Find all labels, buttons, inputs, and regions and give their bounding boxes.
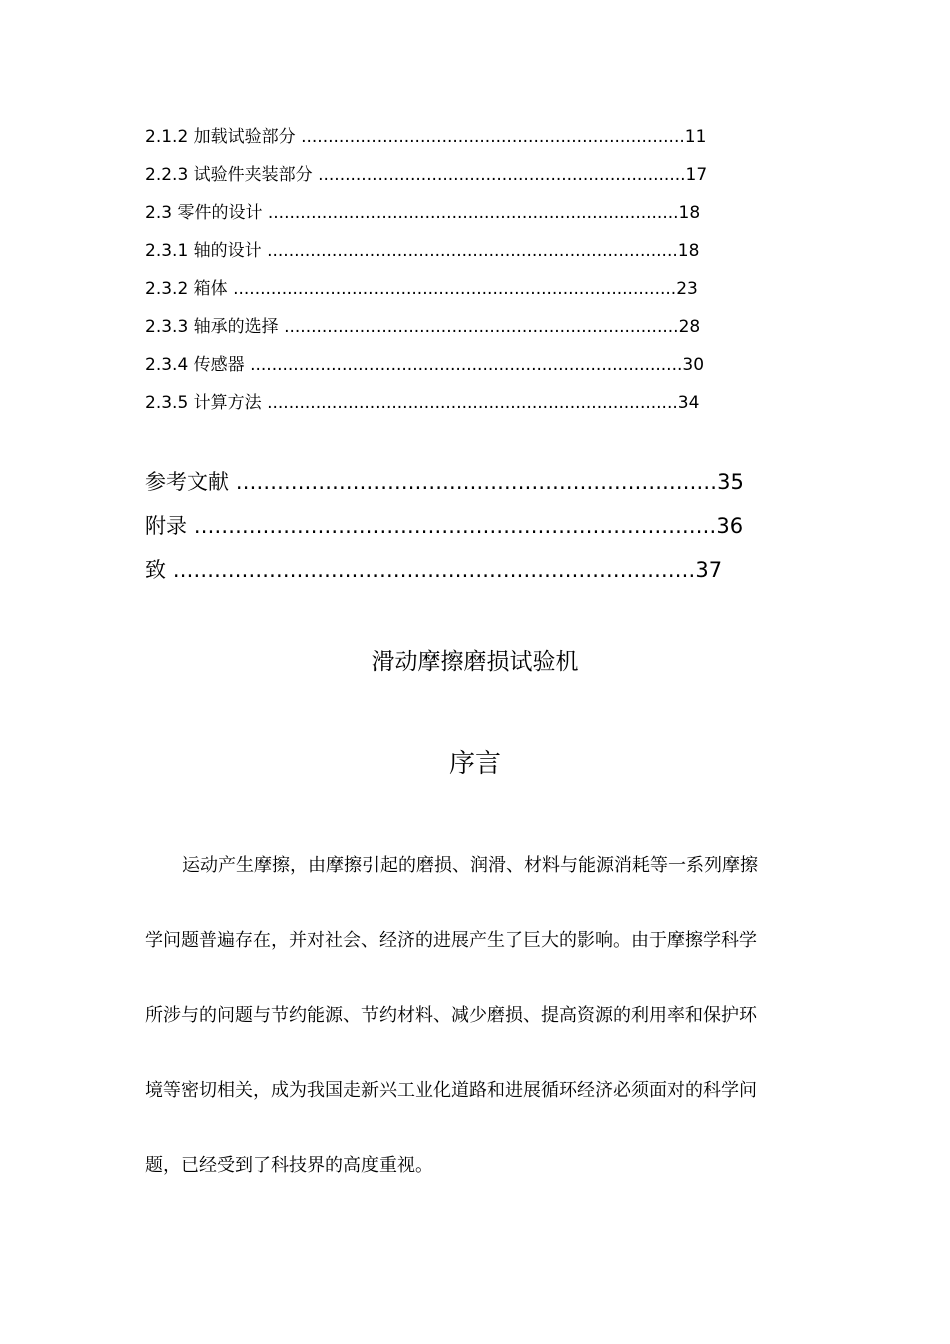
toc-entry-label: 2.2.3 试验件夹装部分 [145,165,313,185]
toc-main-entry [145,555,722,585]
paragraph-line: 境等密切相关，成为我国走新兴工业化道路和进展循环经济必须面对的科学问 [145,1080,757,1101]
toc-page-number: 36 [716,514,744,538]
paragraph-line: 学问题普遍存在，并对社会、经济的进展产生了巨大的影响。由于摩擦学科学 [145,930,757,951]
toc-entry-label: 2.3.3 轴承的选择 [145,317,279,337]
toc-sub-entry [145,315,700,339]
toc-page-number: 23 [676,279,698,299]
toc-entry-label: 2.3.2 箱体 [145,279,228,299]
toc-sub-entry [145,277,698,301]
toc-leader-dots: ....................................................................... [295,127,685,147]
toc-leader-dots: ............................................................................ [262,203,679,223]
toc-leader-dots: .................................................................................. [227,279,677,299]
section-heading: 序言 [448,749,501,779]
toc-leader-dots: ............................................................................ [166,558,696,582]
toc-page-number: 17 [685,165,708,185]
toc-leader-dots: .................................................................... [312,165,686,185]
toc-page-number: 37 [695,558,723,582]
toc-entry-label: 2.3.5 计算方法 [145,393,262,413]
paragraph-line: 题，已经受到了科技界的高度重视。 [145,1155,433,1176]
toc-page-number: 35 [717,470,744,494]
toc-main-entry [145,511,743,541]
toc-page-number: 11 [684,127,707,147]
toc-sub-entry [145,163,707,187]
toc-sub-entry [145,239,699,263]
toc-sub-entry [145,125,706,149]
toc-entry-label: 2.3.4 传感器 [145,355,245,375]
toc-entry-label: 2.3 零件的设计 [145,203,263,223]
paragraph-line: 所涉与的问题与节约能源、节约材料、减少磨损、提高资源的利用率和保护环 [145,1005,757,1026]
toc-leader-dots: ......................................................................... [278,317,679,337]
toc-leader-dots: ............................................................................ [261,393,678,413]
toc-entry-label: 2.3.1 轴的设计 [145,241,262,261]
toc-page-number: 18 [678,203,701,223]
toc-page-number: 34 [677,393,700,413]
toc-leader-dots: ............................................................................ [187,514,717,538]
toc-entry-label: 附录 [145,514,187,538]
toc-page-number: 30 [682,355,705,375]
paragraph-line: 运动产生摩擦，由摩擦引起的磨损、润滑、材料与能源消耗等一系列摩擦 [182,855,758,876]
toc-entry-label: 致 [145,558,166,582]
toc-page-number: 28 [678,317,701,337]
document-title: 滑动摩擦磨损试验机 [371,649,579,675]
toc-entry-label: 参考文献 [145,470,229,494]
toc-sub-entry [145,201,700,225]
toc-entry-label: 2.1.2 加载试验部分 [145,127,296,147]
toc-leader-dots: ...................................................................... [229,470,718,494]
toc-sub-entry [145,391,699,415]
toc-leader-dots: ................................................................................ [244,355,683,375]
toc-leader-dots: ............................................................................ [261,241,678,261]
toc-sub-entry [145,353,704,377]
toc-page-number: 18 [677,241,700,261]
toc-main-entry [145,467,744,497]
